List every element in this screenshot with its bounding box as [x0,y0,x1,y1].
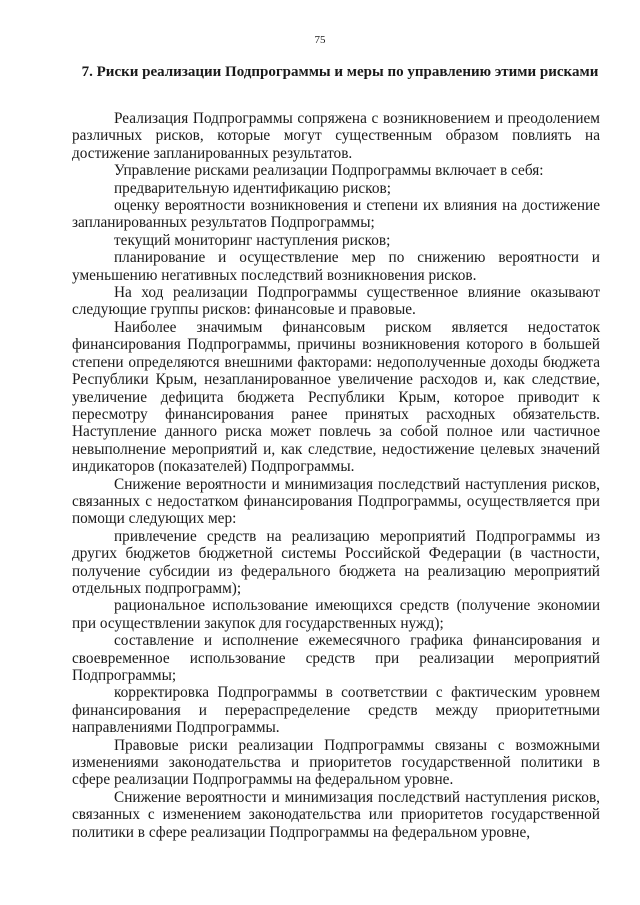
list-item: предварительную идентификацию рисков; [114,179,391,197]
paragraph: Правовые риски реализации Подпрограммы связаны с возможными изменениями законодательства и приоритетов государственной политики в сфере реализации Подпрограммы на федеральном уровне. [72,736,600,789]
list-item: составление и исполнение ежемесячного графика финансирования и своевременное использование средств при реализации мероприятий Подпрограммы; [72,632,600,684]
paragraph: Управление рисками реализации Подпрограммы включает в себя: [114,162,544,180]
list-item: планирование и осуществление мер по снижению вероятности и уменьшению негативных последствий возникновения рисков. [72,249,600,284]
paragraph: Снижение вероятности и минимизация последствий наступления рисков, связанных с изменением законодательства или приоритетов государственной политики в сфере реализации Подпрограммы на федеральном уровне, [72,788,600,841]
paragraph: Наиболее значимым финансовым риском является недостаток финансирования Подпрограммы, причины возникновения которого в большей степени определяются внешними факторами: недополученные доходы бюджета Республики Крым, незапланированное увеличение расходов и, как следствие, увеличение дефицита бюджета Республики Крым, которое приводит к пересмотру финансирования ранее принятых расходных обязательств. Наступление данного риска может повлечь за собой полное или частичное невыполнение мероприятий и, как следствие, недостижение целевых значений индикаторов (показателей) Подпрограммы. [72,318,600,476]
document-body [72,110,600,841]
list-item: оценку вероятности возникновения и степени их влияния на достижение запланированных результатов Подпрограммы; [72,197,600,232]
paragraph: Снижение вероятности и минимизация последствий наступления рисков, связанных с недостатком финансирования Подпрограммы, осуществляется при помощи следующих мер: [72,475,600,528]
list-item: корректировка Подпрограммы в соответствии с фактическим уровнем финансирования и перераспределение средств между приоритетными направлениями Подпрограммы. [72,684,600,737]
paragraph: Реализация Подпрограммы сопряжена с возникновением и преодолением различных рисков, которые могут существенным образом повлиять на достижение запланированных результатов. [72,110,600,162]
section-heading: 7. Риски реализации Подпрограммы и меры по управлению этими рисками [81,64,599,80]
list-item: рациональное использование имеющихся средств (получение экономии при осуществлении закупок для государственных нужд); [72,597,600,632]
list-item: привлечение средств на реализацию мероприятий Подпрограммы из других бюджетов бюджетной системы Российской Федерации (в частности, получение субсидии из федерального бюджета на реализацию мероприятий отдельных подпрограмм); [72,527,600,597]
paragraph: На ход реализации Подпрограммы существенное влияние оказывают следующие группы рисков: финансовые и правовые. [72,284,600,319]
list-item: текущий мониторинг наступления рисков; [114,231,391,249]
page-number: 75 [314,34,326,46]
